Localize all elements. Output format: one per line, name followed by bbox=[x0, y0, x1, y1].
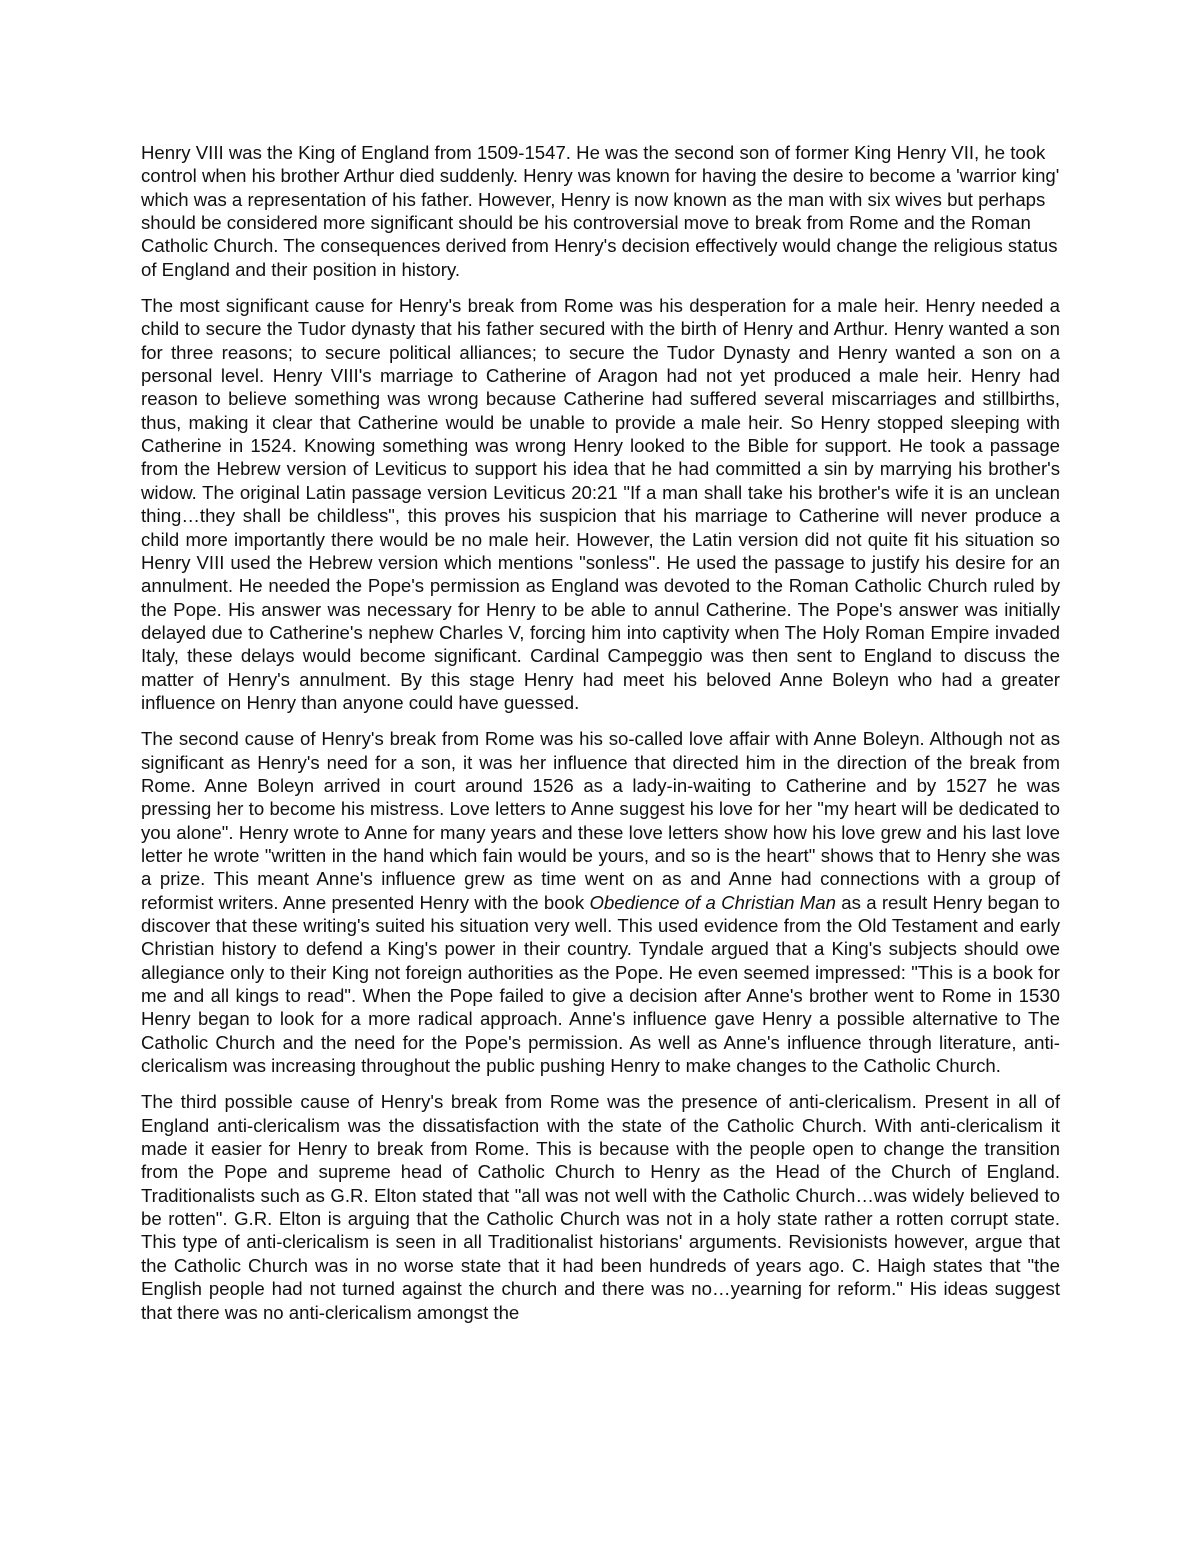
paragraph-introduction: Henry VIII was the King of England from 1509-1547. He was the second son of former King Henry VII, he took control when his brother Arthur died suddenly. Henry was known for having the desire to become a 'warrior king' which was a representation of his father. However, Henry is now known as the man with six wives but perhaps should be considered more significant should be his controversial move to break from Rome and the Roman Catholic Church. The consequences derived from Henry's decision effectively would change the religious status of England and their position in history. bbox=[141, 142, 1060, 280]
book-title: Obedience of a Christian Man bbox=[589, 891, 836, 913]
document-page bbox=[141, 141, 1060, 1324]
paragraph-text-after-title: as a result Henry began to discover that these writing's suited his situation very well. This used evidence from the Old Testament and early Christian history to defend a King's power in their country. Tyndale argued that a King's subjects should owe allegiance only to their King not foreign authorities as the Pope. He even seemed impressed: "This is a book for me and all kings to read". When the Pope failed to give a decision after Anne's brother went to Rome in 1530 Henry began to look for a more radical approach. Anne's influence gave Henry a possible alternative to The Catholic Church and the need for the Pope's permission. As well as Anne's influence through literature, anti-clericalism was increasing throughout the public pushing Henry to make changes to the Catholic Church. bbox=[141, 891, 1060, 1077]
paragraph-text-before-title: The second cause of Henry's break from Rome was his so-called love affair with Anne Boleyn. Although not as significant as Henry's need for a son, it was her influence that directed him in the direction of the break from Rome. Anne Boleyn arrived in court around 1526 as a lady-in-waiting to Catherine and by 1527 he was pressing her to become his mistress. Love letters to Anne suggest his love for her "my heart will be dedicated to you alone". Henry wrote to Anne for many years and these love letters show how his love grew and his last love letter he wrote "written in the hand which fain would be yours, and so is the heart" shows that to Henry she was a prize. This meant Anne's influence grew as time went on as and Anne had connections with a group of reformist writers. Anne presented Henry with the book bbox=[141, 728, 1060, 913]
paragraph-anne-boleyn bbox=[141, 727, 1060, 1077]
paragraph-male-heir: The most significant cause for Henry's break from Rome was his desperation for a male heir. Henry needed a child to secure the Tudor dynasty that his father secured with the birth of Henry and Arthur. Henry wanted a son for three reasons; to secure political alliances; to secure the Tudor Dynasty and Henry wanted a son on a personal level. Henry VIII's marriage to Catherine of Aragon had not yet produced a male heir. Henry had reason to believe something was wrong because Catherine had suffered several miscarriages and stillbirths, thus, making it clear that Catherine would be unable to provide a male heir. So Henry stopped sleeping with Catherine in 1524. Knowing something was wrong Henry looked to the Bible for support. He took a passage from the Hebrew version of Leviticus to support his idea that he had committed a sin by marrying his brother's widow. The original Latin passage version Leviticus 20:21 "If a man shall take his brother's wife it is an unclean thing…they shall be childless", this proves his suspicion that his marriage to Catherine will never produce a child more importantly there would be no male heir. However, the Latin version did not quite fit his situation so Henry VIII used the Hebrew version which mentions "sonless". He used the passage to justify his desire for an annulment. He needed the Pope's permission as England was devoted to the Roman Catholic Church ruled by the Pope. His answer was necessary for Henry to be able to annul Catherine. The Pope's answer was initially delayed due to Catherine's nephew Charles V, forcing him into captivity when The Holy Roman Empire invaded Italy, these delays would become significant. Cardinal Campeggio was then sent to England to discuss the matter of Henry's annulment. By this stage Henry had meet his beloved Anne Boleyn who had a greater influence on Henry than anyone could have guessed. bbox=[141, 295, 1060, 713]
paragraph-anti-clericalism: The third possible cause of Henry's break from Rome was the presence of anti-clericalism. Present in all of England anti-clericalism was the dissatisfaction with the state of the Catholic Church. With anti-clericalism it made it easier for Henry to break from Rome. This is because with the people open to change the transition from the Pope and supreme head of Catholic Church to Henry as the Head of the Church of England. Traditionalists such as G.R. Elton stated that "all was not well with the Catholic Church…was widely believed to be rotten". G.R. Elton is arguing that the Catholic Church was not in a holy state rather a rotten corrupt state. This type of anti-clericalism is seen in all Traditionalist historians' arguments. Revisionists however, argue that the Catholic Church was in no worse state that it had been hundreds of years ago. C. Haigh states that "the English people had not turned against the church and there was no…yearning for reform." His ideas suggest that there was no anti-clericalism amongst the bbox=[141, 1091, 1060, 1323]
